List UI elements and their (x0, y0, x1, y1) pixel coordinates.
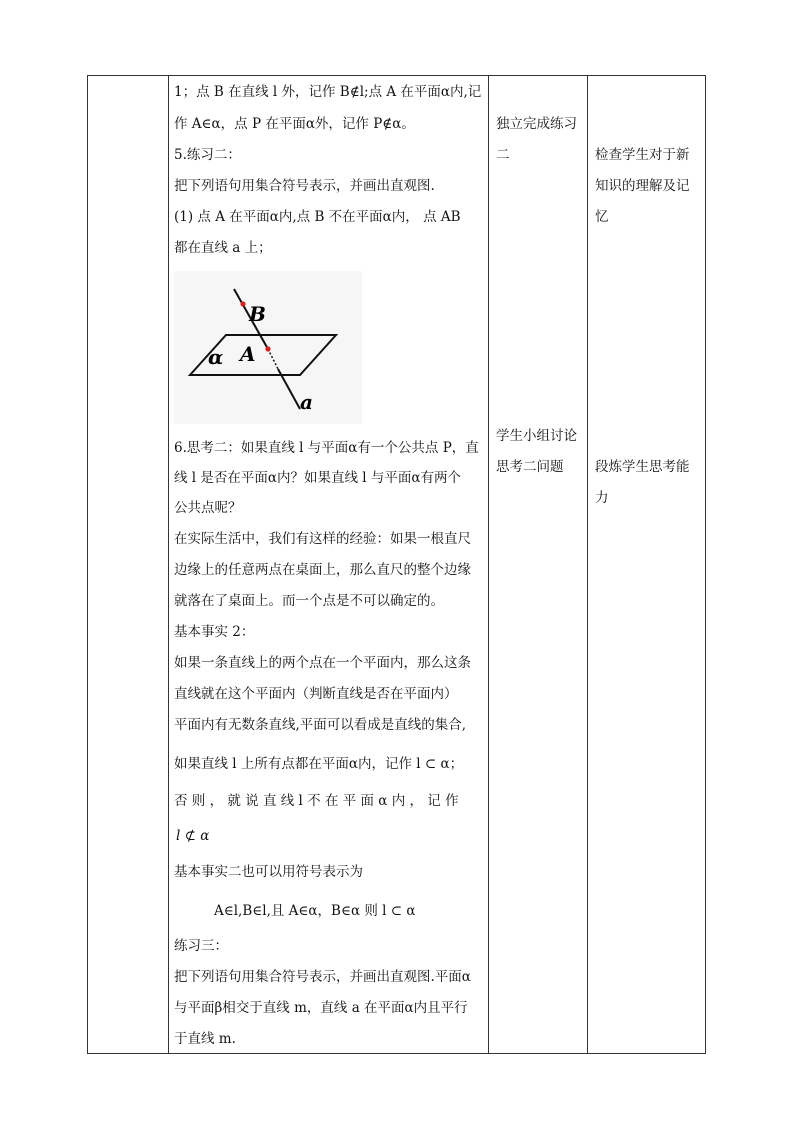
activity-text: 学生小组讨论 (496, 428, 577, 444)
intent-text: 力 (595, 490, 609, 506)
text-line: 直线就在这个平面内（判断直线是否在平面内） (174, 686, 458, 702)
text-line: 基本事实二也可以用符号表示为 (174, 864, 363, 880)
column-stage (88, 76, 168, 1053)
activity-text: 独立完成练习 (496, 116, 577, 132)
label-b: B (249, 302, 266, 326)
text-line: 就落在了桌面上。而一个点是不可以确定的。 (174, 593, 444, 609)
text-line: 如果直线 l 上所有点都在平面α内，记作 l ⊂ α； (174, 756, 464, 772)
lesson-table (87, 75, 706, 1054)
label-a-point: A (240, 342, 256, 366)
text-line: (1) 点 A 在平面α内,点 B 不在平面α内， 点 AB (174, 209, 461, 225)
point-b (240, 301, 245, 306)
label-line-a: a (300, 390, 313, 414)
column-student-activity (489, 76, 587, 1053)
text-line: 于直线 m. (174, 1031, 236, 1047)
text-line: A∈l,B∈l,且 A∈α，B∈α 则 l ⊂ α (214, 903, 416, 919)
intent-text: 知识的理解及记 (595, 178, 690, 194)
text-line: 练习三： (174, 938, 228, 954)
text-line: 公共点呢？ (174, 500, 242, 516)
text-line: l ⊄ α (176, 828, 210, 844)
text-line: 平面内有无数条直线,平面可以看成是直线的集合, (174, 717, 467, 733)
column-design-intent (588, 76, 705, 1053)
intent-text: 段炼学生思考能 (595, 459, 690, 475)
point-a (265, 346, 270, 351)
text-line: 基本事实 2： (174, 624, 255, 640)
intent-text: 忆 (595, 209, 609, 225)
text-line: 边缘上的任意两点在桌面上，那么直尺的整个边缘 (174, 562, 471, 578)
text-line: 1；点 B 在直线 l 外，记作 B∉l;点 A 在平面α内,记 (174, 84, 482, 100)
text-line: 作 A∈α，点 P 在平面α外，记作 P∉α。 (174, 116, 415, 132)
text-line: 5.练习二： (174, 147, 241, 163)
activity-text: 思考二问题 (496, 459, 564, 475)
line-a-hidden (268, 349, 278, 369)
text-line: 线 l 是否在平面α内？如果直线 l 与平面α有两个 (174, 470, 462, 486)
activity-text: 二 (496, 147, 510, 163)
text-line: 否 则 ， 就 说 直 线 l 不 在 平 面 α 内 ， 记 作 (174, 793, 459, 809)
label-alpha: α (208, 345, 224, 369)
plane-line-diagram (174, 271, 362, 424)
text-line: 把下列语句用集合符号表示，并画出直观图.平面α (174, 969, 471, 985)
text-line: 在实际生活中，我们有这样的经验：如果一根直尺 (174, 531, 471, 547)
diagram-svg (174, 271, 362, 424)
text-line: 把下列语句用集合符号表示，并画出直观图. (174, 178, 435, 194)
text-line: 都在直线 a 上； (174, 240, 272, 256)
text-line: 如果一条直线上的两个点在一个平面内，那么这条 (174, 655, 471, 671)
text-line: 6.思考二：如果直线 l 与平面α有一个公共点 P，直 (174, 440, 479, 456)
intent-text: 检查学生对于新 (595, 147, 690, 163)
column-content (169, 76, 488, 1053)
text-line: 与平面β相交于直线 m，直线 a 在平面α内且平行 (174, 1000, 468, 1016)
